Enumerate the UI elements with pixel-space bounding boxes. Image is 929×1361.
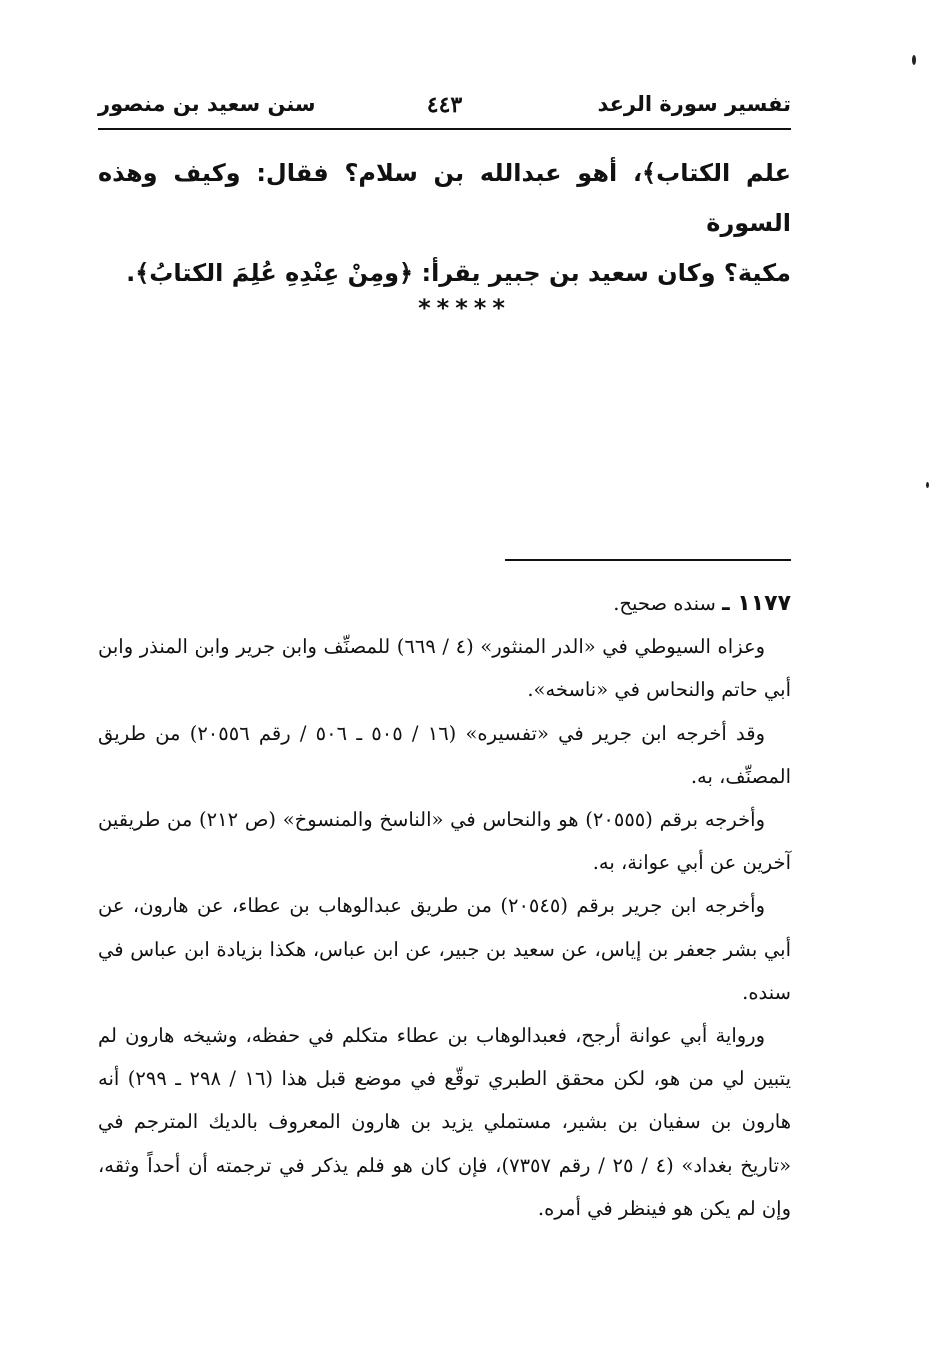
- book-title: سنن سعيد بن منصور: [98, 92, 316, 116]
- footnote-paragraph: وقد أخرجه ابن جرير في «تفسيره» (١٦ / ٥٠٥ ـ ٥٠٦ / رقم ٢٠٥٥٦) من طريق المصنِّف، به.: [98, 721, 791, 788]
- main-text: [98, 148, 791, 298]
- main-line-1: علم الكتاب﴾، أهو عبدالله بن سلام؟ فقال: وكيف وهذه السورة: [98, 159, 791, 237]
- footnote-paragraph: وأخرجه ابن جرير برقم (٢٠٥٤٥) من طريق عبدالوهاب بن عطاء، عن هارون، عن أبي بشر جعفر بن إياس، عن سعيد بن جبير، عن ابن عباس، هكذا بزيادة ابن عباس في سنده.: [98, 894, 791, 1004]
- scan-speck: [912, 55, 916, 65]
- footnote-number: ١١٧٧ ـ: [722, 591, 791, 616]
- chapter-title: تفسير سورة الرعد: [597, 92, 791, 116]
- footnote-paragraph: وأخرجه برقم (٢٠٥٥٥) هو والنحاس في «الناسخ والمنسوخ» (ص ٢١٢) من طريقين آخرين عن أبي عوانة، به.: [98, 808, 791, 875]
- running-header: [98, 88, 791, 128]
- footnote-lead-text: سنده صحيح.: [613, 592, 723, 615]
- page-number: ٤٤٣: [426, 92, 463, 118]
- section-separator: *****: [418, 294, 511, 322]
- footnote-rule: [505, 559, 791, 561]
- header-rule: [98, 128, 791, 130]
- footnote-paragraph: ورواية أبي عوانة أرجح، فعبدالوهاب بن عطاء متكلم في حفظه، وشيخه هارون لم يتبين لي من هو، لكن محقق الطبري توقّع في موضع قبل هذا (١٦ / ٢٩٨ ـ ٢٩٩) أنه هارون بن سفيان بن بشير، مستملي يزيد بن هارون المعروف بالديك المترجم في «تاريخ بغداد» (٤ / ٢٥ / رقم ٧٣٥٧)، فإن كان هو فلم يذكر في ترجمته أن أحداً وثقه، وإن لم يكن هو فينظر في أمره.: [98, 1024, 792, 1220]
- main-line-2: مكية؟ وكان سعيد بن جبير يقرأ: ﴿ومِنْ عِنْدِهِ عُلِمَ الكتابُ﴾.: [126, 259, 791, 287]
- footnotes: [98, 582, 791, 1230]
- footnote-lead: [98, 582, 791, 625]
- footnote-paragraph: وعزاه السيوطي في «الدر المنثور» (٤ / ٦٦٩) للمصنِّف وابن جرير وابن المنذر وابن أبي حاتم والنحاس في «ناسخه».: [98, 635, 791, 702]
